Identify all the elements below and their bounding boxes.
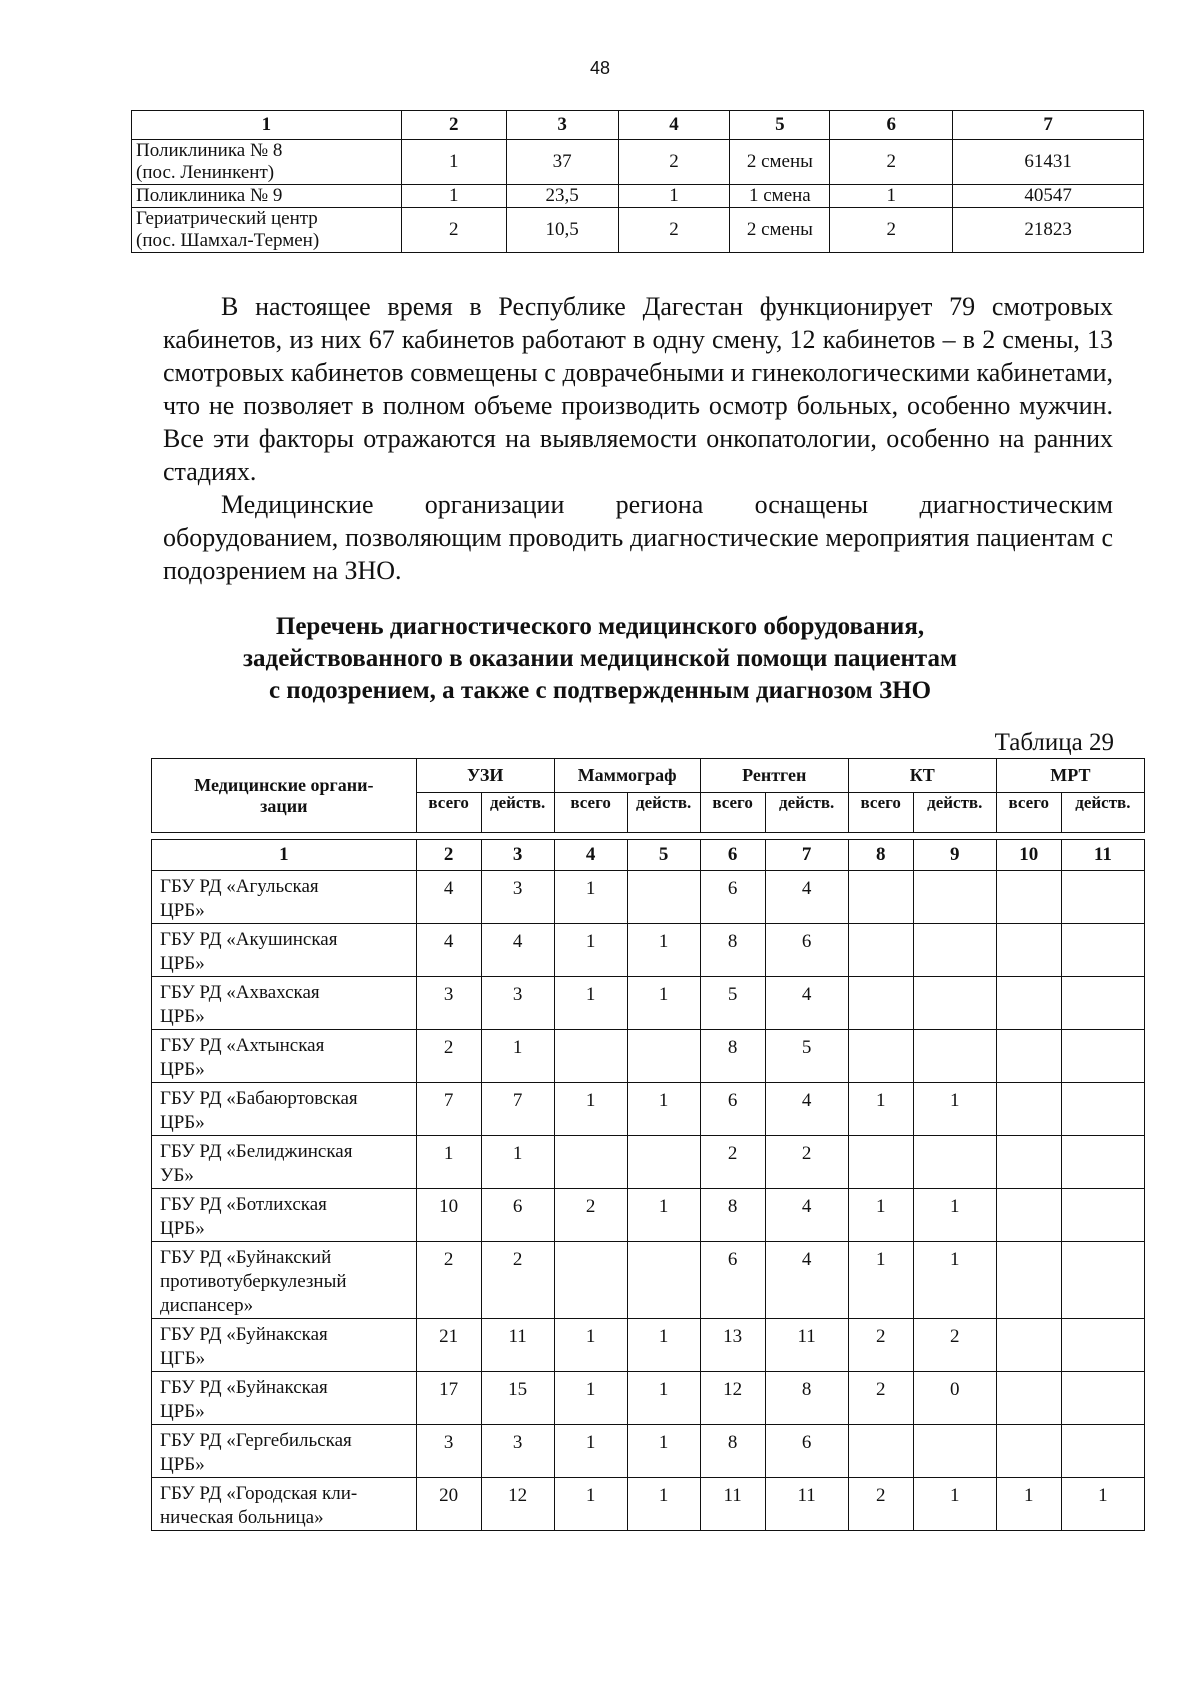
table-row — [152, 1083, 1145, 1136]
top-table-header-cell: 5 — [730, 111, 830, 140]
table-cell: 20 — [416, 1478, 481, 1531]
column-number: 3 — [481, 840, 554, 871]
section-title-line: Перечень диагностического медицинского оборудования, — [275, 613, 925, 640]
table-cell: 37 — [506, 140, 618, 185]
top-table-header-cell: 6 — [830, 111, 953, 140]
organization-name-line: ГБУ РД «Ахвахская — [160, 982, 320, 1003]
table-cell — [996, 924, 1061, 977]
table-cell — [627, 1242, 700, 1319]
table-cell: 4 — [416, 871, 481, 924]
table-cell: 3 — [416, 977, 481, 1030]
organization-name-line: ГБУ РД «Буйнакская — [160, 1324, 328, 1345]
table-row — [152, 977, 1145, 1030]
subheader-total: всего — [700, 793, 765, 833]
table-cell — [554, 1242, 627, 1319]
organization-name-line: ГБУ РД «Буйнакский — [160, 1247, 332, 1268]
table-cell: 1 — [627, 1478, 700, 1531]
table-cell: 3 — [481, 1425, 554, 1478]
org-header — [152, 759, 417, 833]
column-number: 5 — [627, 840, 700, 871]
table-cell — [1061, 924, 1144, 977]
table-cell: 1 — [554, 924, 627, 977]
table-cell: 1 — [996, 1478, 1061, 1531]
table-cell — [848, 1136, 913, 1189]
table-cell: 2 — [401, 208, 506, 253]
table-cell — [1061, 1242, 1144, 1319]
table-cell: 17 — [416, 1372, 481, 1425]
table-row — [152, 1136, 1145, 1189]
organization-name-line: ЦРБ» — [160, 953, 205, 974]
organization-name — [152, 871, 417, 924]
column-number: 4 — [554, 840, 627, 871]
table-cell — [627, 1030, 700, 1083]
table-cell — [913, 977, 996, 1030]
paragraph: В настоящее время в Республике Дагестан функционирует 79 смотровых кабинетов, из них 67 кабинетов работают в одну смену, 12 кабинетов – в 2 смены, 13 смотровых кабинетов совмещены с доврачебными и гинекологическими кабинетами, что не позволяет в полном объеме производить осмотр больных, особенно мужчин. Все эти факторы отражаются на выявляемости онкопатологии, особенно на ранних стадиях. — [163, 292, 1113, 486]
table-cell: 1 — [481, 1136, 554, 1189]
table-cell: 12 — [481, 1478, 554, 1531]
table-cell: 1 — [627, 1372, 700, 1425]
group-header-ct: КТ — [848, 759, 996, 793]
table-cell: 6 — [700, 871, 765, 924]
table-cell: 4 — [765, 977, 848, 1030]
table-row — [152, 1030, 1145, 1083]
table-cell: 4 — [481, 924, 554, 977]
table-cell — [1061, 1189, 1144, 1242]
table-cell: 1 — [913, 1242, 996, 1319]
table-cell: 8 — [700, 924, 765, 977]
table-cell: 11 — [765, 1319, 848, 1372]
table-cell: 4 — [765, 1083, 848, 1136]
table-cell: 3 — [481, 977, 554, 1030]
body-text — [163, 290, 1113, 587]
section-title-line: задействованного в оказании медицинской помощи пациентам — [243, 645, 957, 672]
organization-name — [152, 1372, 417, 1425]
table-row — [152, 1372, 1145, 1425]
table-cell: 1 — [401, 185, 506, 208]
organization-name-line: ГБУ РД «Белиджинская — [160, 1141, 353, 1162]
page-number: 48 — [589, 58, 611, 78]
organization-name — [152, 1136, 417, 1189]
top-table-header-cell: 4 — [618, 111, 730, 140]
group-header-mammograph: Маммограф — [554, 759, 700, 793]
table-cell: 7 — [481, 1083, 554, 1136]
organization-name — [152, 1030, 417, 1083]
column-number: 10 — [996, 840, 1061, 871]
table-cell: 6 — [700, 1083, 765, 1136]
organization-name-line: ГБУ РД «Городская кли- — [160, 1483, 358, 1504]
table-cell: 1 — [554, 1425, 627, 1478]
table-cell: 2 смены — [730, 208, 830, 253]
table-cell: 1 — [627, 924, 700, 977]
table-cell: 3 — [416, 1425, 481, 1478]
table-cell: 23,5 — [506, 185, 618, 208]
table-cell: 2 — [913, 1319, 996, 1372]
table-cell — [996, 1242, 1061, 1319]
table-cell — [996, 1136, 1061, 1189]
table-cell — [1061, 1136, 1144, 1189]
facility-name — [132, 185, 402, 208]
top-table-header-cell: 7 — [953, 111, 1144, 140]
table-row — [152, 1425, 1145, 1478]
table-cell: 1 — [554, 1372, 627, 1425]
table-cell: 2 — [554, 1189, 627, 1242]
table-cell: 8 — [700, 1189, 765, 1242]
organization-name-line: ЦРБ» — [160, 1401, 205, 1422]
table-cell: 1 — [1061, 1478, 1144, 1531]
table-cell — [913, 1425, 996, 1478]
table-cell: 4 — [765, 871, 848, 924]
table-cell — [848, 977, 913, 1030]
table-cell — [848, 1425, 913, 1478]
table-cell — [1061, 1030, 1144, 1083]
section-title — [0, 611, 1200, 707]
table-cell: 1 — [554, 1083, 627, 1136]
organization-name — [152, 977, 417, 1030]
table-row — [152, 871, 1145, 924]
equipment-table — [151, 758, 1145, 1531]
table-cell: 61431 — [953, 140, 1144, 185]
facility-name-line: Гериатрический центр — [136, 208, 318, 229]
table-cell — [627, 1136, 700, 1189]
column-number: 9 — [913, 840, 996, 871]
table-cell: 2 — [481, 1242, 554, 1319]
table-cell — [1061, 1083, 1144, 1136]
table-cell: 6 — [765, 1425, 848, 1478]
organization-name-line: ЦРБ» — [160, 1006, 205, 1027]
organization-name-line: ЦРБ» — [160, 900, 205, 921]
organization-name-line: ГБУ РД «Ахтынская — [160, 1035, 325, 1056]
table-cell: 10,5 — [506, 208, 618, 253]
organization-name — [152, 1242, 417, 1319]
table-cell — [996, 977, 1061, 1030]
subheader-active: действ. — [913, 793, 996, 833]
facility-name-line: Поликлиника № 9 — [136, 185, 283, 206]
table-cell: 2 — [848, 1372, 913, 1425]
table-cell: 1 — [848, 1083, 913, 1136]
paragraph: Медицинские организации региона оснащены диагностическим оборудованием, позволяющим проводить диагностические мероприятия пациентам с подозрением на ЗНО. — [163, 490, 1113, 585]
table-cell: 1 — [627, 1319, 700, 1372]
table-cell: 1 — [627, 1189, 700, 1242]
table-row — [132, 140, 1144, 185]
table-cell: 10 — [416, 1189, 481, 1242]
column-number: 6 — [700, 840, 765, 871]
table-cell: 2 — [765, 1136, 848, 1189]
table-cell: 8 — [765, 1372, 848, 1425]
table-cell: 21 — [416, 1319, 481, 1372]
table-cell: 15 — [481, 1372, 554, 1425]
table-cell: 1 — [913, 1478, 996, 1531]
top-table-header-cell: 2 — [401, 111, 506, 140]
organization-name — [152, 1425, 417, 1478]
table-row — [132, 208, 1144, 253]
table-cell: 1 — [627, 1425, 700, 1478]
subheader-active: действ. — [1061, 793, 1144, 833]
organization-name-line: УБ» — [160, 1165, 194, 1186]
table-cell: 2 — [700, 1136, 765, 1189]
group-header-xray: Рентген — [700, 759, 848, 793]
table-cell: 40547 — [953, 185, 1144, 208]
table-cell: 2 смены — [730, 140, 830, 185]
column-number: 7 — [765, 840, 848, 871]
organization-name-line: ГБУ РД «Бабаюртовская — [160, 1088, 358, 1109]
subheader-active: действ. — [481, 793, 554, 833]
table-cell: 4 — [765, 1242, 848, 1319]
header-divider — [152, 833, 1145, 840]
table-cell: 21823 — [953, 208, 1144, 253]
table-cell: 11 — [700, 1478, 765, 1531]
table-cell: 1 — [554, 871, 627, 924]
column-number: 1 — [152, 840, 417, 871]
subheader-total: всего — [996, 793, 1061, 833]
facility-name-line: Поликлиника № 8 — [136, 140, 283, 161]
subheader-total: всего — [554, 793, 627, 833]
table-cell: 6 — [481, 1189, 554, 1242]
table-row — [152, 1189, 1145, 1242]
table-cell: 1 — [416, 1136, 481, 1189]
top-table — [131, 110, 1144, 253]
table-cell: 3 — [481, 871, 554, 924]
organization-name-line: ЦРБ» — [160, 1218, 205, 1239]
organization-name — [152, 1319, 417, 1372]
organization-name — [152, 924, 417, 977]
table-cell: 1 — [830, 185, 953, 208]
column-number: 8 — [848, 840, 913, 871]
table-cell: 5 — [765, 1030, 848, 1083]
table-cell: 12 — [700, 1372, 765, 1425]
table-cell: 11 — [481, 1319, 554, 1372]
table-cell: 2 — [618, 140, 730, 185]
organization-name-line: ЦРБ» — [160, 1454, 205, 1475]
subheader-total: всего — [416, 793, 481, 833]
table-cell: 6 — [765, 924, 848, 977]
table-cell: 2 — [618, 208, 730, 253]
facility-name — [132, 140, 402, 185]
table-cell — [848, 1030, 913, 1083]
table-cell — [554, 1136, 627, 1189]
organization-name-line: ГБУ РД «Гергебильская — [160, 1430, 352, 1451]
table-cell: 0 — [913, 1372, 996, 1425]
organization-name-line: ГБУ РД «Агульская — [160, 876, 319, 897]
organization-name-line: ЦГБ» — [160, 1348, 206, 1369]
organization-name-line: ГБУ РД «Буйнакская — [160, 1377, 328, 1398]
organization-name-line: ГБУ РД «Ботлихская — [160, 1194, 327, 1215]
table-cell: 8 — [700, 1030, 765, 1083]
table-cell: 2 — [830, 140, 953, 185]
subheader-total: всего — [848, 793, 913, 833]
table-cell — [996, 1189, 1061, 1242]
table-cell: 1 — [554, 977, 627, 1030]
table-cell: 4 — [765, 1189, 848, 1242]
table-cell: 13 — [700, 1319, 765, 1372]
table-cell: 1 — [401, 140, 506, 185]
table-cell: 2 — [830, 208, 953, 253]
section-title-line: с подозрением, а также с подтвержденным диагнозом ЗНО — [268, 677, 932, 704]
column-number: 11 — [1061, 840, 1144, 871]
table-row — [152, 1319, 1145, 1372]
table-cell: 2 — [416, 1030, 481, 1083]
table-cell: 7 — [416, 1083, 481, 1136]
table-caption: Таблица 29 — [994, 729, 1114, 756]
table-row — [152, 1242, 1145, 1319]
table-cell: 2 — [416, 1242, 481, 1319]
facility-name-line: (пос. Шамхал-Термен) — [136, 230, 320, 251]
table-cell: 6 — [700, 1242, 765, 1319]
table-cell: 2 — [848, 1478, 913, 1531]
subheader-active: действ. — [765, 793, 848, 833]
table-row — [132, 185, 1144, 208]
top-table-header-cell: 3 — [506, 111, 618, 140]
table-cell — [1061, 871, 1144, 924]
table-cell — [996, 871, 1061, 924]
table-cell: 1 — [554, 1319, 627, 1372]
table-cell: 1 — [627, 1083, 700, 1136]
table-cell: 1 — [913, 1083, 996, 1136]
table-cell — [848, 871, 913, 924]
table-cell: 1 — [481, 1030, 554, 1083]
table-cell — [913, 871, 996, 924]
organization-name-line: диспансер» — [160, 1295, 254, 1316]
table-cell: 1 — [618, 185, 730, 208]
table-cell — [1061, 1372, 1144, 1425]
table-cell: 1 — [627, 977, 700, 1030]
table-cell — [627, 871, 700, 924]
organization-name-line: противотуберкулезный — [160, 1271, 347, 1292]
subheader-active: действ. — [627, 793, 700, 833]
column-number: 2 — [416, 840, 481, 871]
table-cell: 4 — [416, 924, 481, 977]
table-cell: 1 — [848, 1242, 913, 1319]
organization-name-line: ЦРБ» — [160, 1059, 205, 1080]
table-cell — [913, 1030, 996, 1083]
table-row — [152, 924, 1145, 977]
table-cell — [1061, 977, 1144, 1030]
organization-name-line: ническая больница» — [160, 1507, 324, 1528]
organization-name-line: ГБУ РД «Акушинская — [160, 929, 338, 950]
table-cell — [554, 1030, 627, 1083]
group-header-uzi: УЗИ — [416, 759, 554, 793]
table-cell — [996, 1319, 1061, 1372]
table-cell: 11 — [765, 1478, 848, 1531]
table-cell: 8 — [700, 1425, 765, 1478]
table-cell — [848, 924, 913, 977]
group-header-mri: МРТ — [996, 759, 1144, 793]
top-table-header-cell: 1 — [132, 111, 402, 140]
table-cell — [913, 924, 996, 977]
table-cell: 1 — [848, 1189, 913, 1242]
table-cell: 1 — [913, 1189, 996, 1242]
facility-name-line: (пос. Ленинкент) — [136, 162, 275, 183]
table-cell — [996, 1425, 1061, 1478]
table-cell: 1 — [554, 1478, 627, 1531]
organization-name — [152, 1478, 417, 1531]
table-cell — [996, 1372, 1061, 1425]
facility-name — [132, 208, 402, 253]
table-cell — [1061, 1319, 1144, 1372]
table-row — [152, 1478, 1145, 1531]
table-cell — [1061, 1425, 1144, 1478]
table-cell — [996, 1030, 1061, 1083]
organization-name — [152, 1189, 417, 1242]
table-cell — [913, 1136, 996, 1189]
org-header-line: зации — [260, 795, 308, 816]
table-cell: 1 смена — [730, 185, 830, 208]
organization-name-line: ЦРБ» — [160, 1112, 205, 1133]
table-cell — [996, 1083, 1061, 1136]
organization-name — [152, 1083, 417, 1136]
table-cell: 5 — [700, 977, 765, 1030]
org-header-line: Медицинские органи- — [194, 774, 374, 795]
table-cell: 2 — [848, 1319, 913, 1372]
